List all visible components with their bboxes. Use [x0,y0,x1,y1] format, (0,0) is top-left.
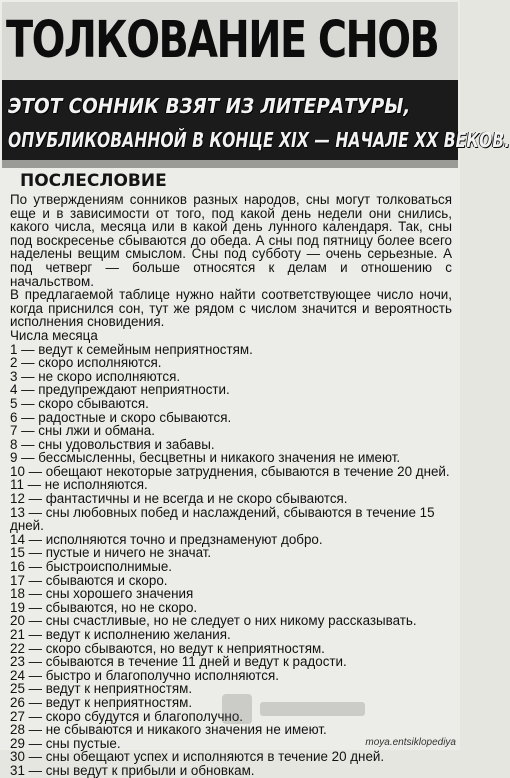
list-item: 20 — сны счастливые, но не следует о них никому рассказывать. [10,613,417,629]
subtitle-line-2: ОПУБЛИКОВАННОЙ В КОНЦЕ XIX — НАЧАЛЕ XX ВЕКОВ. [8,128,510,152]
list-item: 25 — ведут к неприятностям. [10,681,193,697]
list-item: 5 — скоро сбываются. [10,395,149,411]
list-item: 8 — сны удовольствия и забавы. [10,436,215,452]
list-item: 6 — радостные и скоро сбываются. [10,409,232,425]
list-item: 23 — сбываются в течение 11 дней и ведут к радости. [10,654,347,670]
site-credit[interactable]: moya.entsiklopediya [365,737,456,748]
list-item: 9 — бессмысленны, бесцветны и никакого значения не имеют. [10,450,401,466]
list-item: 27 — скоро сбудутся и благополучно. [10,708,243,724]
list-item: 10 — обещают некоторые затруднения, сбываются в течение 20 дней. [10,463,450,479]
list-item: 21 — ведут к исполнению желания. [10,627,231,642]
list-item: 13 — сны любовных побед и наслаждений, сбываются в течение 15 дней. [10,504,435,534]
header-divider [2,160,458,168]
list-item: 14 — исполняются точно и предзнаменуют добро. [10,531,323,547]
list-item: 1 — ведут к семейным неприятностям. [10,341,253,357]
list-item: 28 — не сбываются и никакого значения не имеют. [10,722,327,738]
section-heading: ПОСЛЕСЛОВИЕ [20,171,167,191]
list-item: 30 — сны обещают успех и исполняются в течение 20 дней. [10,749,385,765]
list-item: 18 — сны хорошего значения [10,586,194,602]
list-item: 4 — предупреждают неприятности. [10,382,230,398]
list-item: 12 — фантастичны и не всегда и не скоро сбываются. [10,491,348,507]
title-band [2,2,458,80]
list-title: Числа месяца [10,327,98,343]
watermark-logo-icon [220,690,370,730]
intro-paragraph: По утверждениям сонников разных народов, сны могут толковаться еще и в зависимости от того, под какой день недели они снились, какого числа, месяца или в какой день лунного календаря. Так, сны под воскресенье сбываются до обеда. А сны под пятницу более всего наделены вещим смыслом. Сны под субботу — очень серьезные. А под четверг — больше относятся к делам и отношению с начальством. [10,192,452,289]
list-item: 17 — сбываются и скоро. [10,572,168,588]
list-item: 7 — сны лжи и обмана. [10,423,155,439]
list-item: 22 — скоро сбываются, но ведут к неприятностям. [10,640,325,656]
list-item: 11 — не исполняются. [10,477,148,493]
list-item: 24 — быстро и благополучно исполняются. [10,667,279,683]
article-header [2,2,510,168]
article-body [10,170,452,778]
list-item: 29 — сны пустые. [10,735,121,751]
list-item: 16 — быстроисполнимые. [10,559,173,575]
list-item: 19 — сбываются, но не скоро. [10,599,198,615]
list-item: 3 — не скоро исполняются. [10,368,181,384]
list-item: 2 — скоро исполняются. [10,355,162,371]
list-item: 26 — ведут к неприятностям. [10,694,193,710]
instruction-paragraph: В предлагаемой таблице нужно найти соответствующее число ночи, когда приснился сон, тут же рядом с числом значится и вероятность исполнения сновидения. [10,287,452,330]
list-item: 31 — сны ведут к прибыли и обновкам. [10,762,255,778]
list-item: 15 — пустые и ничего не значат. [10,545,212,561]
subtitle-line-1: ЭТОТ СОННИК ВЗЯТ ИЗ ЛИТЕРАТУРЫ, [8,94,411,118]
page-title: ТОЛКОВАНИЕ СНОВ [6,11,439,70]
